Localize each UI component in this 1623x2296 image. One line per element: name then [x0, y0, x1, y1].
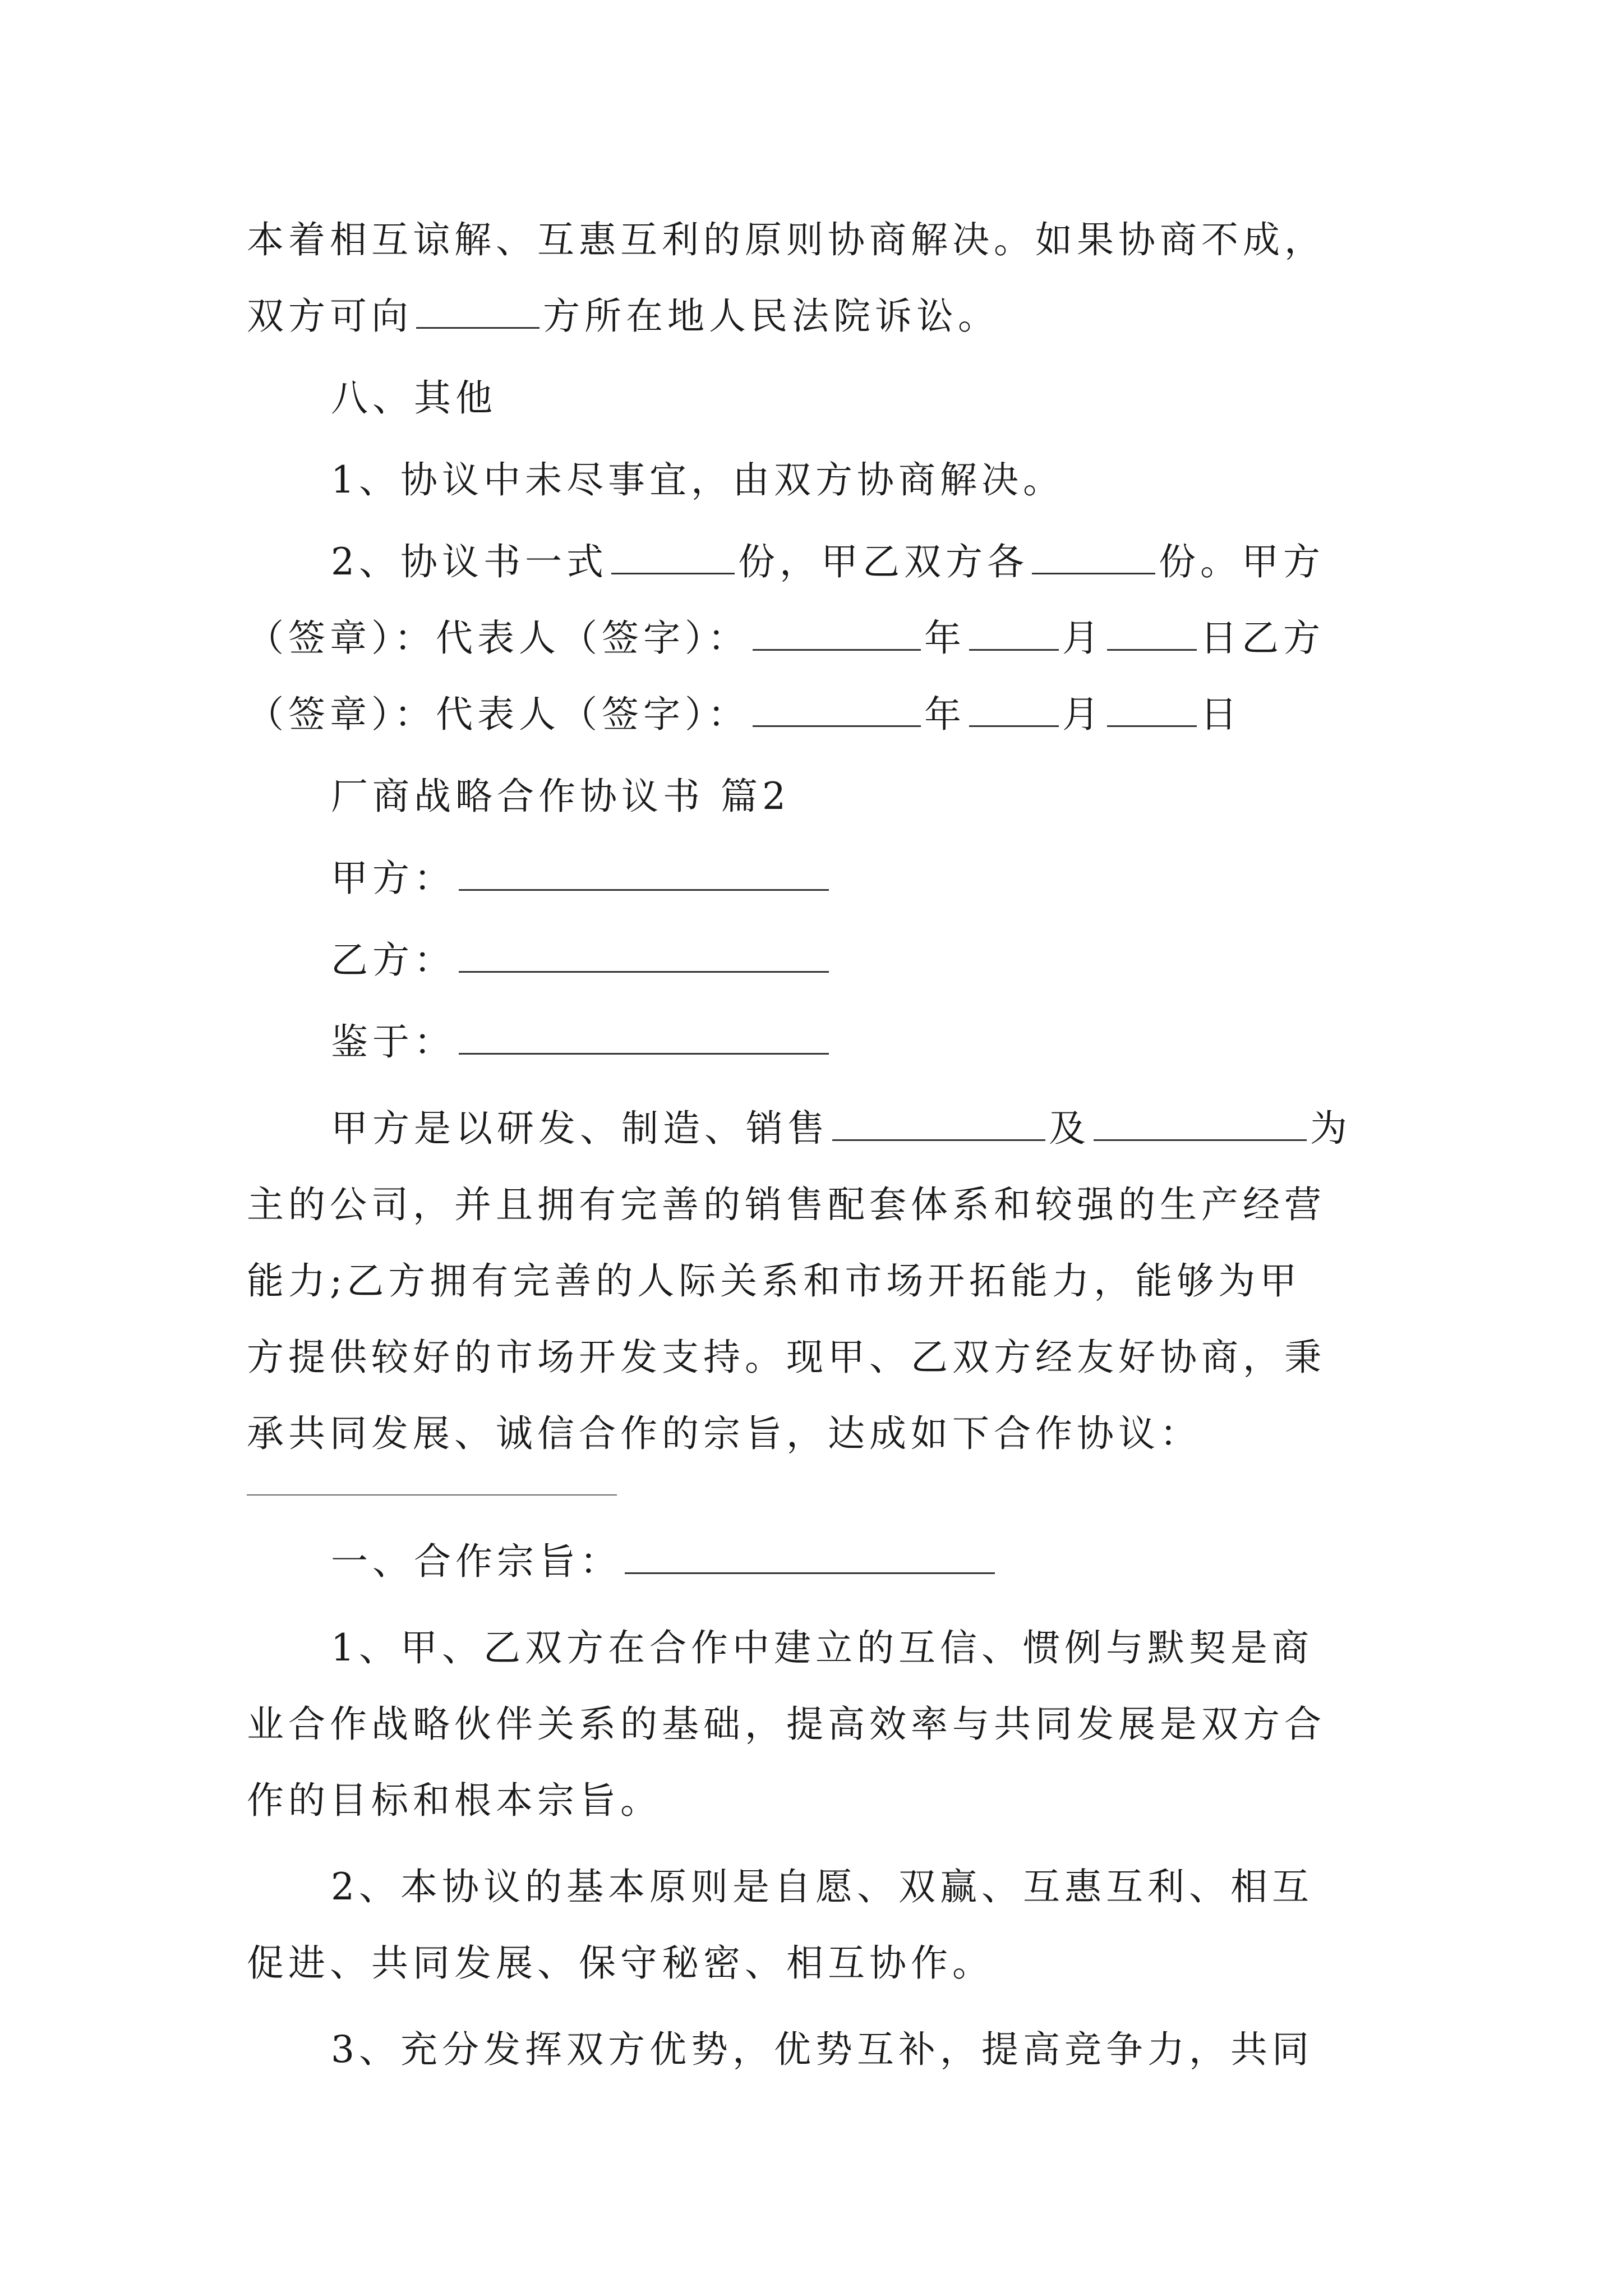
- text-run: 方所在地人民法院诉讼。: [543, 295, 999, 338]
- paragraph-line: [247, 1319, 1380, 1396]
- signature-line: [247, 677, 1380, 753]
- text-run: 业合作战略伙伴关系的基础，提高效率与共同发展是双方合: [247, 1703, 1326, 1746]
- paragraph-line: [247, 1091, 1380, 1167]
- text-run: 2、协议书一式: [331, 540, 608, 583]
- party-a-field: [247, 840, 1380, 917]
- section-heading: [247, 1524, 1380, 1600]
- text-run: 日: [1200, 693, 1242, 736]
- text-run: 年: [924, 616, 966, 660]
- fill-in-blank: [459, 858, 829, 891]
- paragraph-line: [247, 1925, 1380, 2001]
- signature-line: [247, 600, 1380, 677]
- fill-in-blank: [969, 694, 1059, 727]
- text-run: 3、充分发挥双方优势，优势互补，提高竞争力，共同: [331, 2028, 1313, 2071]
- field-label: 鉴于：: [331, 1020, 455, 1064]
- whereas-field: [247, 1004, 1380, 1080]
- text-run: 2、本协议的基本原则是自愿、双赢、互惠互利、相互: [331, 1865, 1313, 1908]
- text-run: 月: [1062, 693, 1104, 736]
- paragraph-line: [247, 1167, 1380, 1243]
- fill-in-blank: [416, 296, 540, 329]
- text-run: （签章）：代表人（签字）：: [247, 693, 749, 736]
- section-title: 一、合作宗旨：: [331, 1540, 621, 1583]
- paragraph-line: [247, 1849, 1380, 1925]
- party-b-field: [247, 922, 1380, 999]
- document-title: [247, 758, 1380, 835]
- text-run: 及: [1049, 1107, 1090, 1150]
- fill-in-blank: [753, 694, 921, 727]
- text-run: 主的公司，并且拥有完善的销售配套体系和较强的生产经营: [247, 1183, 1326, 1226]
- text-run: 份，甲乙双方各: [738, 540, 1029, 583]
- paragraph-line: [247, 202, 1380, 278]
- list-item: [247, 442, 1380, 518]
- text-run: 本着相互谅解、互惠互利的原则协商解决。如果协商不成，: [247, 218, 1326, 261]
- text-run: （签章）：代表人（签字）：: [247, 616, 749, 660]
- fill-in-blank-line: [247, 1494, 617, 1496]
- text-run: 甲方是以研发、制造、销售: [331, 1107, 829, 1150]
- fill-in-blank: [1107, 694, 1197, 727]
- text-run: 促进、共同发展、保守秘密、相互协作。: [247, 1941, 994, 1985]
- text-run: 能力;乙方拥有完善的人际关系和市场开拓能力，能够为甲: [247, 1259, 1302, 1303]
- list-item: [247, 524, 1380, 600]
- paragraph-line: [247, 1686, 1380, 1763]
- text-run: 1、甲、乙双方在合作中建立的互信、惯例与默契是商: [331, 1626, 1313, 1669]
- paragraph-line: [247, 1396, 1380, 1472]
- text-run: 年: [924, 693, 966, 736]
- text-run: 日乙方: [1200, 616, 1325, 660]
- field-label: 乙方：: [331, 938, 455, 982]
- text-run: 1、协议中未尽事宜，由双方协商解决。: [331, 458, 1064, 501]
- paragraph-line: [247, 278, 1380, 355]
- fill-in-blank: [969, 618, 1059, 651]
- paragraph-line: [247, 1243, 1380, 1319]
- text-run: 作的目标和根本宗旨。: [247, 1779, 662, 1822]
- document-body: [247, 202, 1380, 2088]
- paragraph-line: [247, 1610, 1380, 1686]
- text-run: 为: [1310, 1107, 1352, 1150]
- text-run: 双方可向: [247, 295, 413, 338]
- fill-in-blank: [753, 618, 921, 651]
- text-run: 方提供较好的市场开发支持。现甲、乙双方经友好协商，秉: [247, 1336, 1326, 1379]
- fill-in-blank: [611, 541, 735, 574]
- fill-in-blank: [459, 940, 829, 973]
- fill-in-blank: [625, 1541, 995, 1574]
- fill-in-blank: [1107, 618, 1197, 651]
- fill-in-blank: [1032, 541, 1155, 574]
- text-run: 承共同发展、诚信合作的宗旨，达成如下合作协议：: [247, 1412, 1201, 1455]
- field-label: 甲方：: [331, 857, 455, 900]
- fill-in-blank: [1094, 1108, 1307, 1141]
- text-run: 份。甲方: [1159, 540, 1325, 583]
- section-heading: [247, 360, 1380, 436]
- fill-in-blank: [459, 1022, 829, 1055]
- paragraph-line: [247, 1763, 1380, 1839]
- fill-in-blank: [832, 1108, 1045, 1141]
- text-run: 月: [1062, 616, 1104, 660]
- section-title: 八、其他: [331, 376, 497, 420]
- text-run: 厂商战略合作协议书 篇2: [331, 775, 790, 818]
- paragraph-line: [247, 2012, 1380, 2088]
